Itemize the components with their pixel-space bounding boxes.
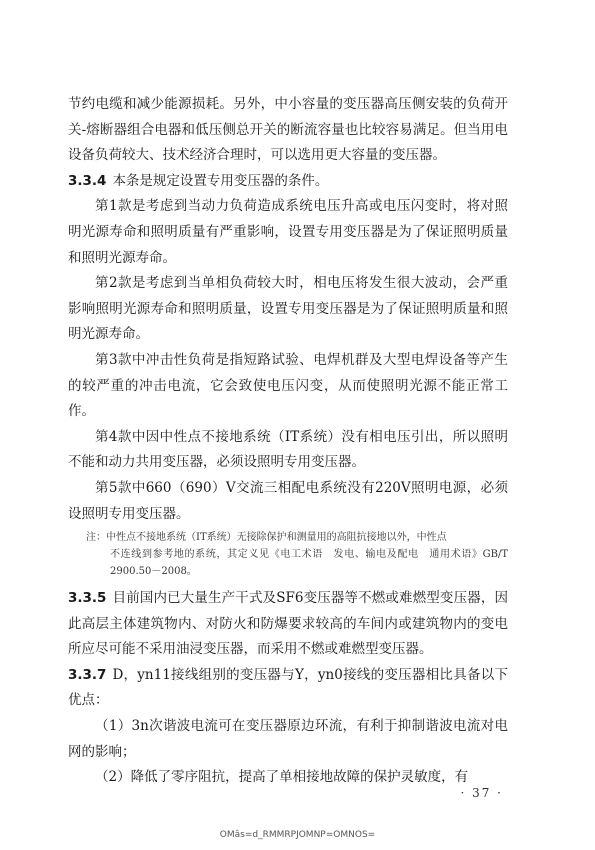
page-number: · 37 ·: [460, 786, 503, 800]
section-3-3-5: [68, 586, 508, 663]
paragraph-continuation: 节约电缆和减少能源损耗。另外，中小容量的变压器高压侧安装的负荷开关-熔断器组合电器和低压侧总开关的断流容量也比较容易满足。但当用电设备负荷较大、技术经济合理时，可以选用更大容量的变压器。: [68, 96, 508, 164]
paragraph-item-2: 第2款是考虑到当单相负荷较大时，相电压将发生很大波动，会严重影响照明光源寿命和照明质量，设置专用变压器是为了保证照明质量和照明光源寿命。: [68, 275, 508, 343]
body-text: [68, 92, 508, 791]
note: [68, 529, 508, 580]
section-number: 3.3.4: [68, 172, 107, 189]
list-item-1: （1）3n次谐波电流可在变压器原边环流，有利于抑制谐波电流对电网的影响；: [68, 718, 508, 760]
section-text: 本条是规定设置专用变压器的条件。: [112, 172, 329, 189]
footer-code: OMâs=d_RMMRPJOMNP=OMNOS=: [219, 830, 376, 840]
section-text: 目前国内已大量生产干式及SF6变压器等不燃或难燃型变压器，因此高层主体建筑物内、对防火和防爆要求较高的车间内或建筑物内的变电所应尽可能不采用油浸变压器，而采用不燃或难燃型变压器。: [68, 590, 508, 658]
section-3-3-4: [68, 169, 508, 195]
list-item-2: （2）降低了零序阻抗，提高了单相接地故障的保护灵敏度，有: [95, 769, 469, 786]
paragraph-item-1: 第1款是考虑到当动力负荷造成系统电压升高或电压闪变时，将对照明光源寿命和照明质量有严重影响，设置专用变压器是为了保证照明质量和照明光源寿命。: [68, 198, 508, 266]
paragraph-item-5: 第5款中660（690）V交流三相配电系统没有220V照明电源，必须设照明专用变压器。: [68, 479, 508, 522]
section-3-3-7: [68, 663, 508, 714]
paragraph-item-3: 第3款中冲击性负荷是指短路试验、电焊机群及大型电焊设备等产生的较严重的冲击电流，它会致使电压闪变，从而使照明光源不能正常工作。: [68, 351, 508, 420]
note-line-2: 不连线到参考地的系统，其定义见《电工术语 发电、输电及配电 通用术语》GB/T 2900.50－2008。: [110, 549, 508, 578]
note-line-1: 注：中性点不接地系统（IT系统）无接除保护和测量用的高阻抗接地以外，中性点: [86, 532, 447, 544]
section-number: 3.3.7: [68, 666, 107, 683]
section-number: 3.3.5: [68, 590, 107, 607]
paragraph-item-4: 第4款中因中性点不接地系统（IT系统）没有相电压引出，所以照明不能和动力共用变压器，必须设照明专用变压器。: [68, 428, 508, 471]
section-text: D，yn11接线组别的变压器与Y，yn0接线的变压器相比具备以下优点：: [68, 666, 508, 709]
